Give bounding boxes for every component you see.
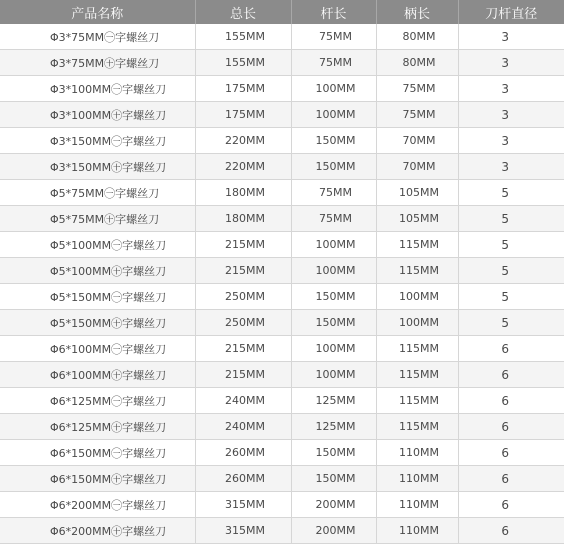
table-header [0,0,564,24]
cell-shaft-length [291,180,376,206]
cell-product-name [0,258,195,284]
cell-shaft-length [291,388,376,414]
cell-total-length [195,232,291,258]
cell-text: 6 [501,471,510,486]
cell-text: 6 [501,367,510,382]
cell-product-name [0,50,195,76]
cell-handle-length [376,336,458,362]
cell-text: 150MM [315,316,356,329]
cell-total-length [195,102,291,128]
cell-shaft-length [291,362,376,388]
cell-text: Φ3*75MM㊀字螺丝刀 [50,30,160,44]
cell-shaft-length [291,440,376,466]
cell-product-name [0,414,195,440]
cell-text: 100MM [315,82,356,95]
cell-text: 75MM [319,56,352,69]
cell-product-name [0,466,195,492]
cell-shaft-length [291,154,376,180]
cell-text: Φ5*75MM㊀字螺丝刀 [50,186,160,200]
cell-text: Φ6*200MM㊀字螺丝刀 [50,498,167,512]
cell-text: Φ3*150MM㊉字螺丝刀 [50,160,167,174]
cell-handle-length [376,50,458,76]
cell-shaft-diameter [458,24,564,50]
cell-shaft-diameter [458,180,564,206]
cell-text: 315MM [225,498,265,511]
cell-product-name [0,102,195,128]
cell-shaft-length [291,466,376,492]
table-row [0,466,564,492]
cell-text: 125MM [315,394,356,407]
cell-text: 115MM [399,420,439,433]
cell-text: 5 [501,185,510,200]
cell-text: 75MM [319,212,352,225]
cell-product-name [0,388,195,414]
cell-total-length [195,50,291,76]
header-total-length: 总长 [195,0,291,24]
cell-text: 100MM [315,264,356,277]
table-body [0,24,564,544]
cell-shaft-length [291,50,376,76]
table-row [0,310,564,336]
cell-product-name [0,154,195,180]
cell-total-length [195,414,291,440]
cell-text: 115MM [399,264,439,277]
cell-text: 3 [501,55,510,70]
cell-shaft-length [291,128,376,154]
table-row [0,362,564,388]
cell-text: 100MM [315,108,356,121]
cell-shaft-diameter [458,206,564,232]
cell-shaft-diameter [458,362,564,388]
cell-text: 215MM [225,238,265,251]
cell-text: Φ3*100MM㊀字螺丝刀 [50,82,167,96]
table-row [0,76,564,102]
cell-text: 100MM [315,368,356,381]
cell-text: 110MM [399,472,439,485]
table-row [0,388,564,414]
table-row [0,492,564,518]
cell-handle-length [376,24,458,50]
cell-text: 200MM [315,524,356,537]
cell-text: 5 [501,263,510,278]
cell-total-length [195,180,291,206]
cell-text: 100MM [315,238,356,251]
header-product-name: 产品名称 [0,0,195,24]
cell-text: Φ5*150MM㊀字螺丝刀 [50,290,167,304]
table-row [0,206,564,232]
cell-total-length [195,440,291,466]
cell-text: 75MM [402,108,436,121]
cell-text: 260MM [225,446,265,459]
cell-handle-length [376,102,458,128]
cell-text: 125MM [315,420,356,433]
cell-text: 115MM [399,394,439,407]
cell-shaft-length [291,102,376,128]
cell-text: Φ5*100MM㊉字螺丝刀 [50,264,167,278]
cell-text: 315MM [225,524,265,537]
cell-shaft-diameter [458,128,564,154]
cell-shaft-diameter [458,440,564,466]
cell-text: 3 [501,81,510,96]
header-row [0,0,564,24]
cell-handle-length [376,518,458,544]
cell-text: 175MM [225,82,265,95]
cell-handle-length [376,362,458,388]
cell-text: 180MM [225,186,265,199]
cell-total-length [195,518,291,544]
cell-text: 110MM [399,524,439,537]
cell-handle-length [376,388,458,414]
cell-text: 150MM [315,290,356,303]
cell-product-name [0,128,195,154]
cell-handle-length [376,284,458,310]
cell-handle-length [376,206,458,232]
cell-text: 220MM [225,134,265,147]
cell-text: 6 [501,497,510,512]
cell-text: 75MM [319,186,352,199]
cell-handle-length [376,492,458,518]
cell-total-length [195,310,291,336]
cell-shaft-diameter [458,232,564,258]
cell-shaft-diameter [458,50,564,76]
cell-text: 115MM [399,368,439,381]
cell-text: Φ6*125MM㊉字螺丝刀 [50,420,167,434]
cell-handle-length [376,440,458,466]
cell-text: 155MM [225,30,265,43]
cell-shaft-length [291,206,376,232]
cell-text: Φ6*150MM㊀字螺丝刀 [50,446,167,460]
cell-text: Φ3*150MM㊀字螺丝刀 [50,134,167,148]
cell-shaft-length [291,76,376,102]
cell-text: 150MM [315,446,356,459]
cell-text: Φ6*100MM㊀字螺丝刀 [50,342,167,356]
cell-handle-length [376,154,458,180]
cell-total-length [195,206,291,232]
cell-shaft-diameter [458,284,564,310]
cell-text: Φ3*75MM㊉字螺丝刀 [50,56,160,70]
cell-handle-length [376,232,458,258]
cell-text: 3 [501,133,510,148]
cell-text: 75MM [319,30,352,43]
table-row [0,440,564,466]
cell-total-length [195,466,291,492]
cell-text: 100MM [315,342,356,355]
cell-text: 6 [501,419,510,434]
cell-product-name [0,310,195,336]
cell-total-length [195,388,291,414]
cell-handle-length [376,466,458,492]
cell-shaft-diameter [458,466,564,492]
cell-text: 5 [501,289,510,304]
cell-shaft-length [291,310,376,336]
cell-text: 240MM [225,420,265,433]
cell-text: 215MM [225,342,265,355]
cell-text: 250MM [225,290,265,303]
cell-text: 70MM [402,160,436,173]
cell-text: 155MM [225,56,265,69]
cell-handle-length [376,76,458,102]
cell-text: 180MM [225,212,265,225]
table-row [0,518,564,544]
cell-text: 115MM [399,342,439,355]
cell-text: 3 [501,159,510,174]
cell-text: 175MM [225,108,265,121]
table-row [0,414,564,440]
cell-text: 5 [501,211,510,226]
cell-text: 200MM [315,498,356,511]
cell-shaft-diameter [458,414,564,440]
cell-product-name [0,518,195,544]
cell-shaft-length [291,284,376,310]
cell-text: 150MM [315,472,356,485]
cell-text: 215MM [225,368,265,381]
cell-text: 6 [501,445,510,460]
cell-text: 100MM [399,290,439,303]
cell-product-name [0,206,195,232]
cell-product-name [0,440,195,466]
cell-text: 110MM [399,446,439,459]
cell-text: Φ6*150MM㊉字螺丝刀 [50,472,167,486]
cell-product-name [0,180,195,206]
cell-text: 6 [501,523,510,538]
cell-text: 220MM [225,160,265,173]
cell-text: 250MM [225,316,265,329]
cell-text: Φ3*100MM㊉字螺丝刀 [50,108,167,122]
cell-shaft-diameter [458,154,564,180]
header-handle-length: 柄长 [376,0,458,24]
cell-handle-length [376,180,458,206]
cell-shaft-length [291,232,376,258]
cell-product-name [0,24,195,50]
cell-text: 5 [501,315,510,330]
cell-text: 115MM [399,238,439,251]
cell-shaft-diameter [458,518,564,544]
cell-text: 150MM [315,160,356,173]
cell-text: Φ5*75MM㊉字螺丝刀 [50,212,160,226]
cell-text: Φ5*100MM㊀字螺丝刀 [50,238,167,252]
cell-total-length [195,284,291,310]
cell-total-length [195,76,291,102]
header-shaft-length: 杆长 [291,0,376,24]
cell-handle-length [376,414,458,440]
cell-text: Φ5*150MM㊉字螺丝刀 [50,316,167,330]
cell-handle-length [376,258,458,284]
cell-product-name [0,76,195,102]
cell-shaft-length [291,414,376,440]
cell-shaft-length [291,24,376,50]
cell-total-length [195,24,291,50]
cell-shaft-diameter [458,310,564,336]
cell-product-name [0,232,195,258]
cell-text: 100MM [399,316,439,329]
cell-shaft-diameter [458,336,564,362]
cell-text: 105MM [399,186,439,199]
cell-handle-length [376,128,458,154]
cell-text: 5 [501,237,510,252]
cell-text: Φ6*100MM㊉字螺丝刀 [50,368,167,382]
cell-text: Φ6*125MM㊀字螺丝刀 [50,394,167,408]
cell-text: 110MM [399,498,439,511]
cell-shaft-length [291,492,376,518]
cell-text: 3 [501,107,510,122]
cell-text: 6 [501,341,510,356]
cell-text: 240MM [225,394,265,407]
cell-shaft-diameter [458,258,564,284]
table-row [0,180,564,206]
cell-total-length [195,492,291,518]
table-row [0,50,564,76]
cell-text: 150MM [315,134,356,147]
cell-shaft-diameter [458,492,564,518]
cell-total-length [195,362,291,388]
cell-product-name [0,336,195,362]
cell-total-length [195,258,291,284]
table-row [0,284,564,310]
table-row [0,336,564,362]
cell-shaft-diameter [458,102,564,128]
cell-total-length [195,336,291,362]
table-row [0,102,564,128]
cell-text: 3 [501,29,510,44]
cell-text: 6 [501,393,510,408]
cell-shaft-length [291,258,376,284]
cell-text: Φ6*200MM㊉字螺丝刀 [50,524,167,538]
cell-text: 80MM [402,56,436,69]
cell-text: 260MM [225,472,265,485]
cell-shaft-diameter [458,76,564,102]
table-row [0,154,564,180]
table-row [0,24,564,50]
cell-product-name [0,492,195,518]
cell-total-length [195,154,291,180]
cell-shaft-diameter [458,388,564,414]
table-row [0,232,564,258]
header-shaft-diameter: 刀杆直径 [458,0,564,24]
cell-product-name [0,284,195,310]
cell-text: 75MM [402,82,436,95]
table-row [0,258,564,284]
cell-text: 70MM [402,134,436,147]
cell-product-name [0,362,195,388]
cell-shaft-length [291,336,376,362]
cell-text: 80MM [402,30,436,43]
cell-handle-length [376,310,458,336]
cell-total-length [195,128,291,154]
cell-shaft-length [291,518,376,544]
cell-text: 215MM [225,264,265,277]
cell-text: 105MM [399,212,439,225]
table-row [0,128,564,154]
